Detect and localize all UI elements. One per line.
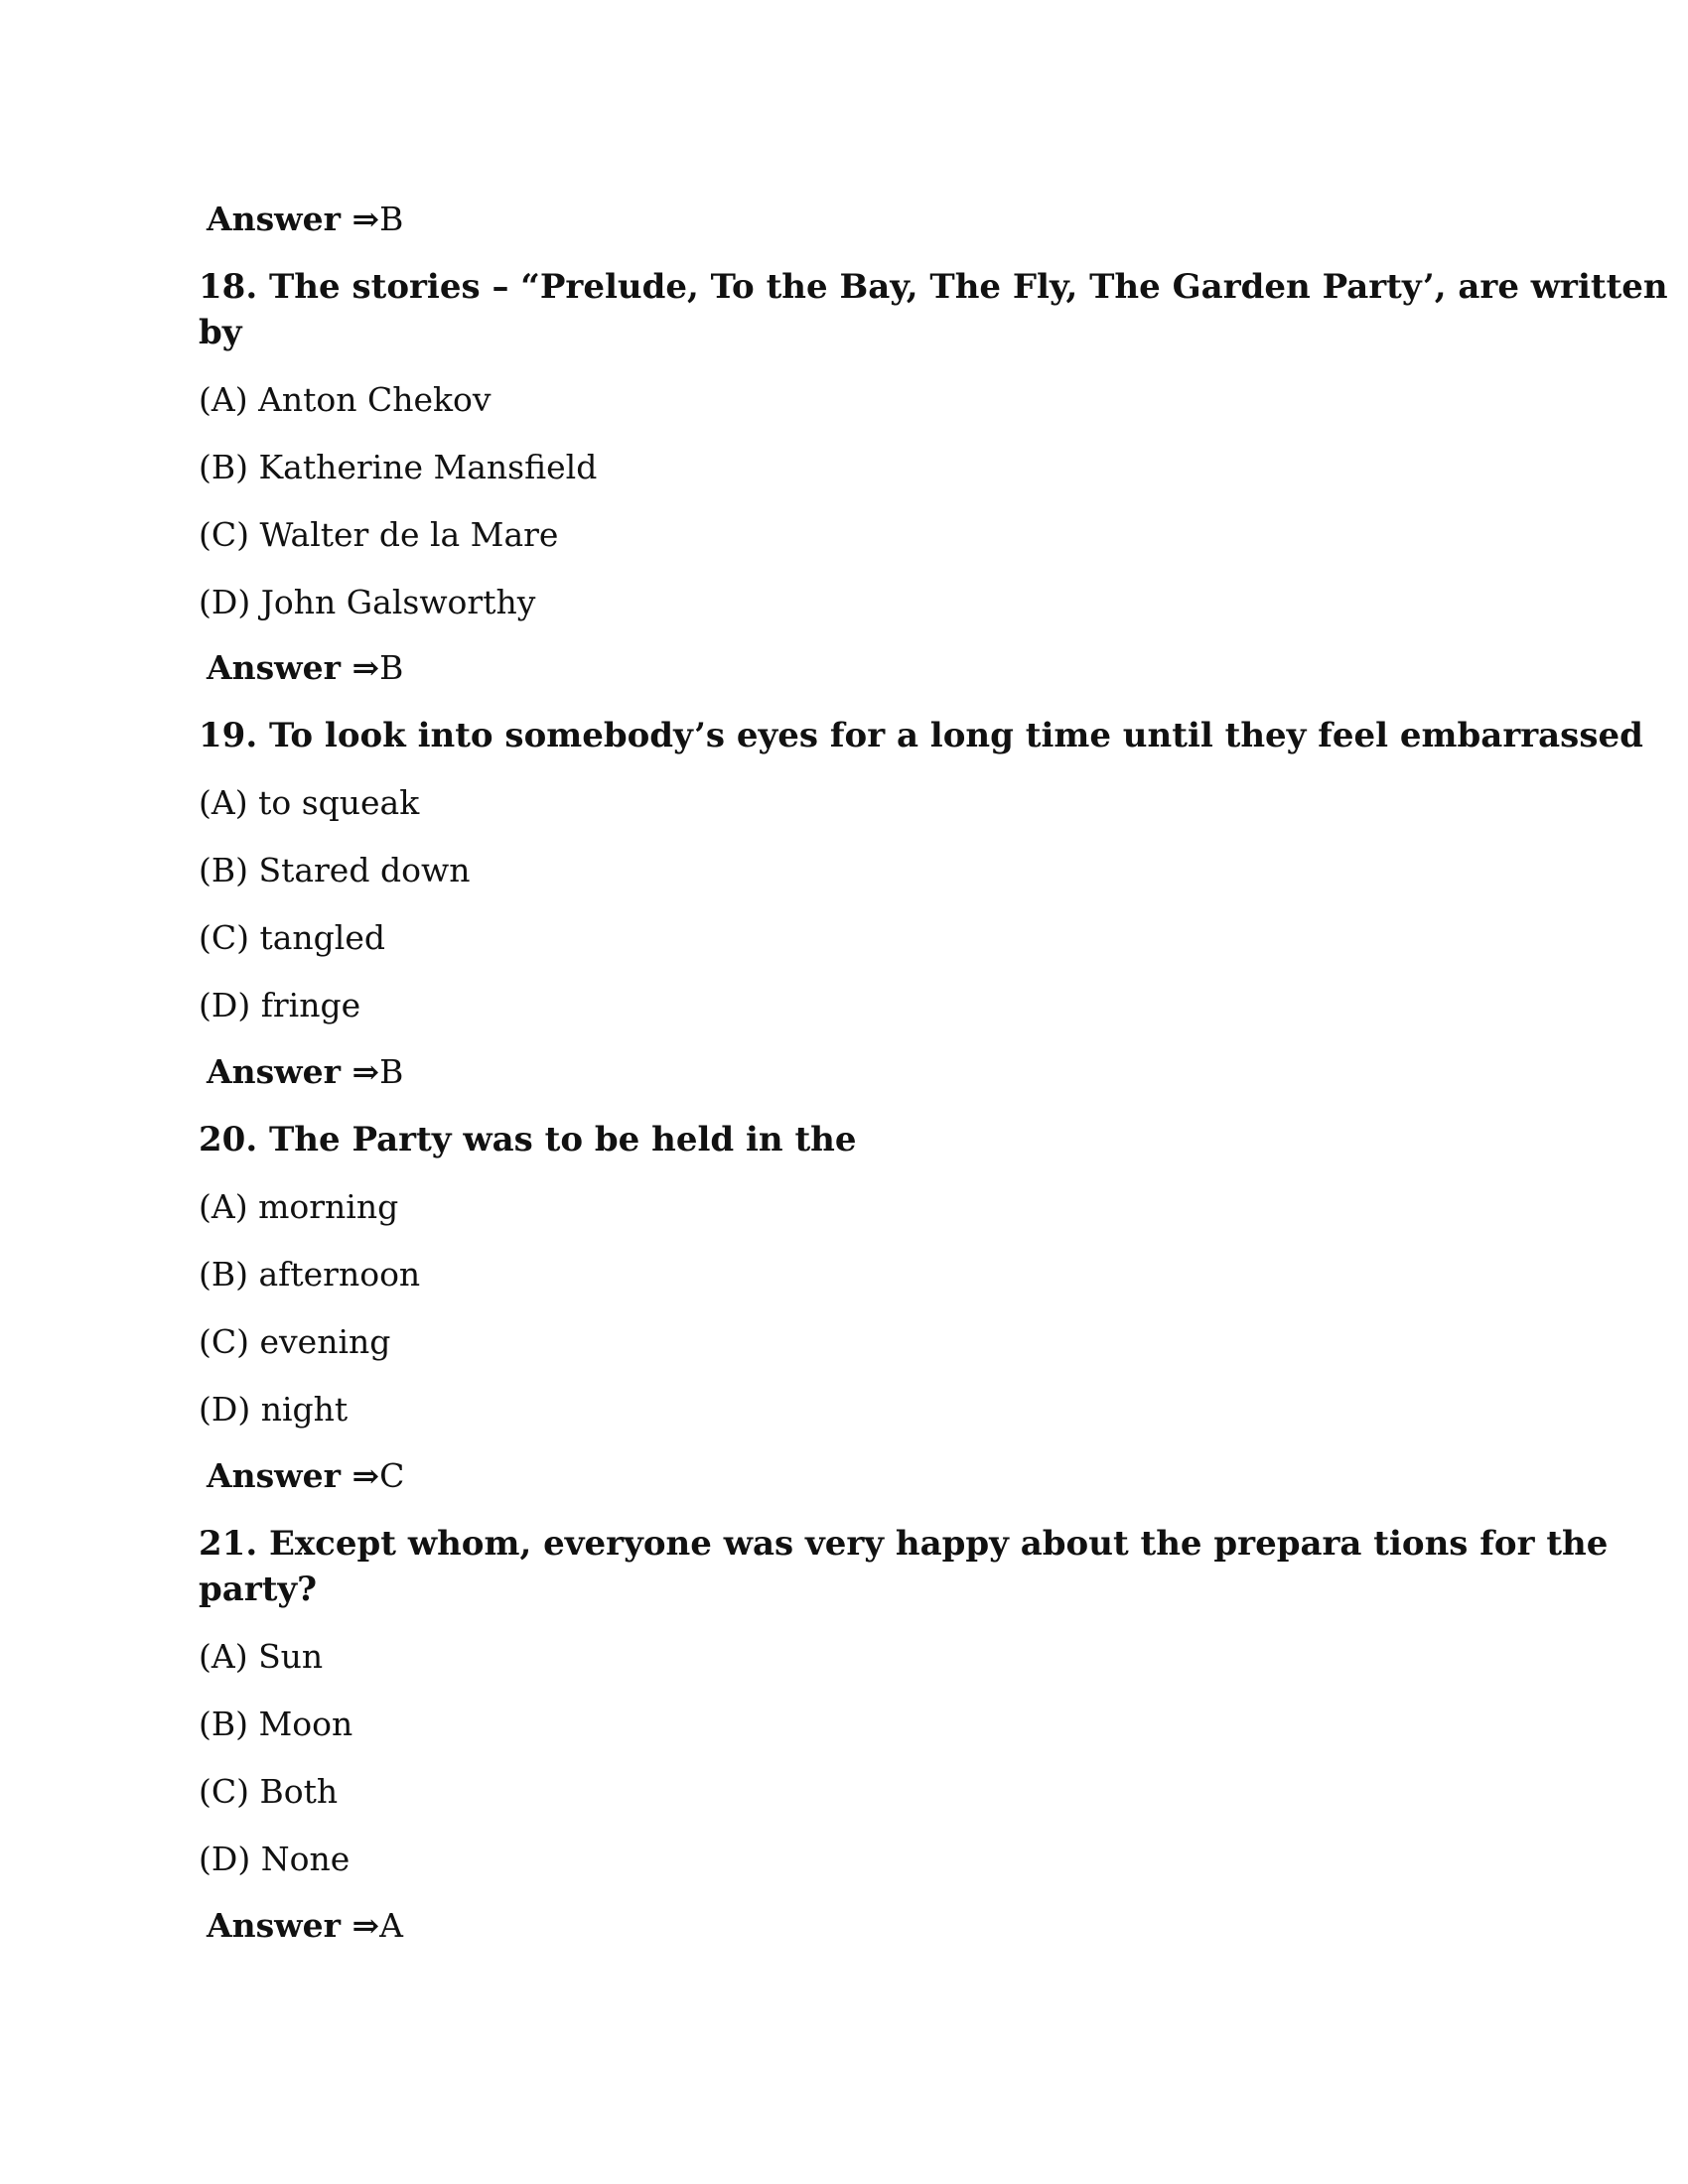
option-20-c: (C) evening <box>199 1322 391 1361</box>
answer-arrow: ⇒ <box>352 1456 380 1495</box>
option-21-d: (D) None <box>199 1840 351 1878</box>
answer-value: B <box>379 1052 404 1091</box>
option-18-d: (D) John Galsworthy <box>199 583 536 621</box>
answer-arrow: ⇒ <box>352 1052 380 1091</box>
option-20-b: (B) afternoon <box>199 1255 421 1294</box>
answer-line <box>207 197 403 242</box>
option-20-a: (A) morning <box>199 1187 399 1226</box>
answer-label: Answer <box>207 1456 352 1495</box>
answer-value: B <box>379 648 404 687</box>
answer-value: C <box>379 1456 405 1495</box>
answer-label: Answer <box>207 1906 352 1945</box>
option-18-c: (C) Walter de la Mare <box>199 515 559 554</box>
option-19-d: (D) fringe <box>199 986 361 1024</box>
question-21-continuation: party? <box>199 1570 318 1609</box>
question-18-continuation: by <box>199 313 242 352</box>
answer-arrow: ⇒ <box>352 648 380 687</box>
answer-arrow: ⇒ <box>352 1906 380 1945</box>
option-19-c: (C) tangled <box>199 918 386 957</box>
answer-value: B <box>379 200 404 238</box>
option-20-d: (D) night <box>199 1390 349 1429</box>
answer-label: Answer <box>207 1052 352 1091</box>
question-21: 21. Except whom, everyone was very happy about the prepara tions for the <box>199 1524 1609 1564</box>
answer-18 <box>207 645 403 691</box>
answer-label: Answer <box>207 648 352 687</box>
answer-label: Answer <box>207 200 352 238</box>
answer-value: A <box>379 1906 403 1945</box>
answer-arrow: ⇒ <box>352 200 380 238</box>
answer-21 <box>207 1903 403 1949</box>
question-18: 18. The stories – “Prelude, To the Bay, The Fly, The Garden Party’, are written <box>199 267 1668 307</box>
question-19: 19. To look into somebody’s eyes for a long time until they feel embarrassed <box>199 716 1643 755</box>
option-18-b: (B) Katherine Mansfield <box>199 448 598 486</box>
option-19-b: (B) Stared down <box>199 851 471 889</box>
option-21-c: (C) Both <box>199 1772 339 1811</box>
answer-19 <box>207 1049 403 1095</box>
option-21-a: (A) Sun <box>199 1637 324 1676</box>
option-18-a: (A) Anton Chekov <box>199 380 492 419</box>
answer-20 <box>207 1453 404 1499</box>
option-21-b: (B) Moon <box>199 1705 353 1743</box>
question-20: 20. The Party was to be held in the <box>199 1120 857 1160</box>
option-19-a: (A) to squeak <box>199 783 420 822</box>
